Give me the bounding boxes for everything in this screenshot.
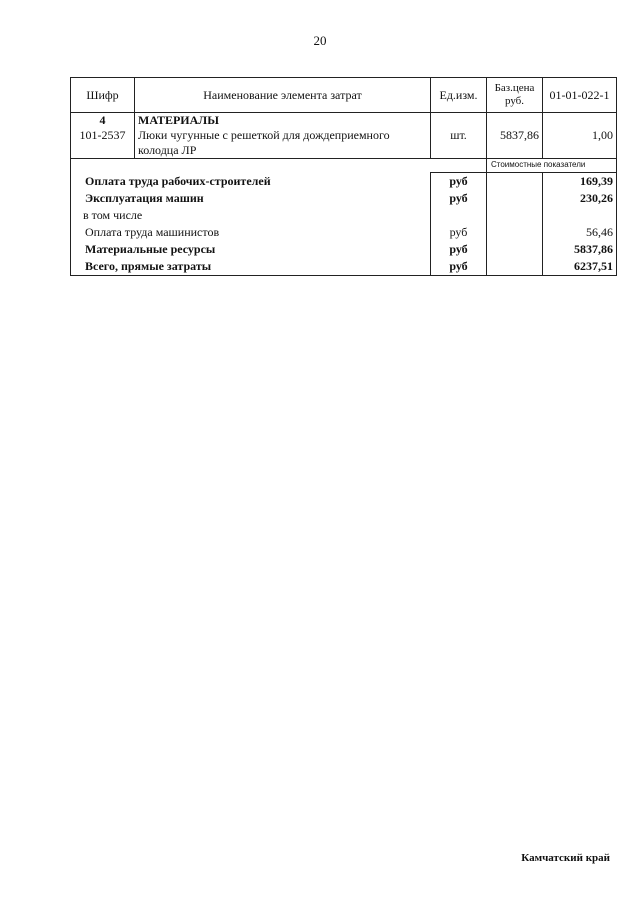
cost-table <box>70 77 617 276</box>
summary-row <box>71 224 617 241</box>
item-section: МАТЕРИАЛЫ <box>138 113 219 127</box>
summary-unit: руб <box>431 241 487 258</box>
summary-name: Оплата труда машинистов <box>71 224 431 241</box>
summary-value: 230,26 <box>543 190 617 207</box>
summary-value: 5837,86 <box>543 241 617 258</box>
summary-unit: руб <box>431 258 487 276</box>
header-name: Наименование элемента затрат <box>135 78 431 113</box>
summary-name: в том числе <box>71 207 431 224</box>
summary-value <box>543 207 617 224</box>
item-price: 5837,86 <box>487 113 543 159</box>
header-price: Баз.цена руб. <box>487 78 543 113</box>
item-code-cell <box>71 113 135 159</box>
summary-name: Оплата труда рабочих-строителей <box>71 173 431 191</box>
summary-row <box>71 190 617 207</box>
item-name-cell <box>135 113 431 159</box>
summary-row <box>71 241 617 258</box>
region-footer: Камчатский край <box>521 852 610 864</box>
summary-row <box>71 207 617 224</box>
cost-label-row <box>71 159 617 173</box>
summary-row <box>71 258 617 276</box>
summary-name: Всего, прямые затраты <box>71 258 431 276</box>
header-code: Шифр <box>71 78 135 113</box>
summary-name: Эксплуатация машин <box>71 190 431 207</box>
summary-value: 6237,51 <box>543 258 617 276</box>
summary-unit: руб <box>431 173 487 191</box>
table-row <box>71 113 617 159</box>
header-norm: 01-01-022-1 <box>543 78 617 113</box>
summary-value: 169,39 <box>543 173 617 191</box>
item-index: 4 <box>99 113 106 127</box>
item-name: Люки чугунные с решеткой для дождеприемного колодца ЛР <box>138 128 390 157</box>
summary-unit: руб <box>431 224 487 241</box>
summary-unit <box>431 207 487 224</box>
summary-value: 56,46 <box>543 224 617 241</box>
cost-label: Стоимостные показатели <box>487 159 617 173</box>
item-qty: 1,00 <box>543 113 617 159</box>
summary-row <box>71 173 617 191</box>
page-number: 20 <box>313 33 327 48</box>
summary-unit: руб <box>431 190 487 207</box>
item-code: 101-2537 <box>79 128 126 142</box>
summary-name: Материальные ресурсы <box>71 241 431 258</box>
item-unit: шт. <box>431 113 487 159</box>
table-header-row <box>71 78 617 113</box>
header-unit: Ед.изм. <box>431 78 487 113</box>
